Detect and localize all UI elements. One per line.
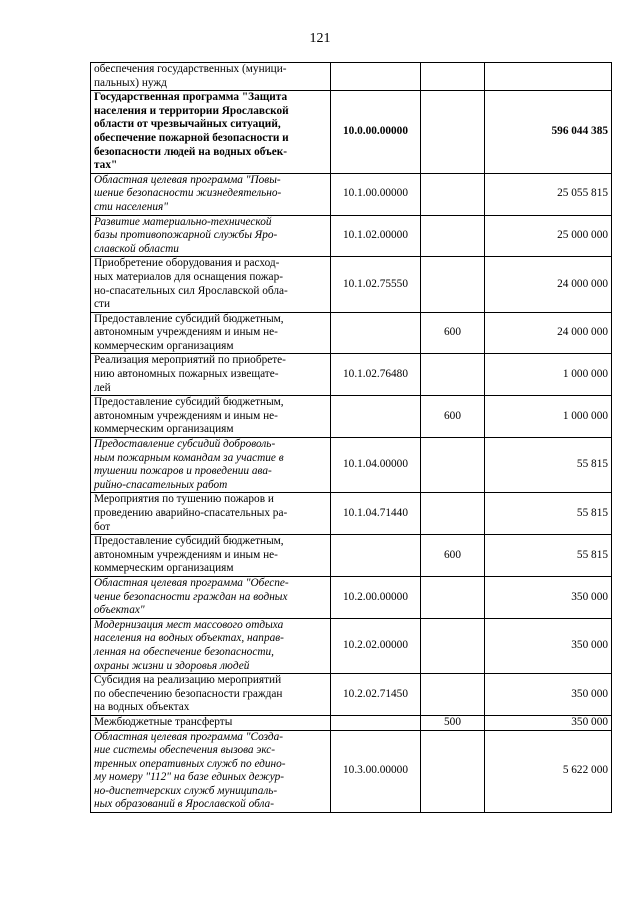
table-row [91,396,612,438]
item-name-line: лей [94,381,111,394]
item-name-line: тах" [94,159,118,172]
expense-type-cell [421,215,485,257]
table-row [91,91,612,174]
amount-cell: 25 000 000 [485,215,612,257]
expense-type-cell: 600 [421,535,485,577]
item-name-line: на водных объектах [94,701,190,714]
item-name-line: но-спасательных сил Ярославской обла- [94,284,288,297]
item-name-line: ных материалов для оснащения пожар- [94,270,283,283]
item-name-line: тренных оперативных служб по едино- [94,757,286,770]
amount-cell: 55 815 [485,535,612,577]
item-name-line: объектах" [94,604,145,617]
expense-type-cell [421,674,485,716]
item-name-line: проведению аварийно-спасательных ра- [94,507,288,519]
table-row [91,312,612,354]
amount-cell: 1 000 000 [485,354,612,396]
item-name-cell [91,312,331,354]
target-article-cell: 10.0.00.00000 [331,91,421,174]
item-name-cell [91,63,331,91]
expense-type-cell [421,63,485,91]
amount-cell: 350 000 [485,715,612,730]
item-name-line: базы противопожарной службы Яро- [94,229,278,242]
item-name-line: рийно-спасательных работ [94,478,228,491]
item-name-cell [91,618,331,673]
item-name-line: обеспечения государственных (муници- [94,63,287,75]
expense-type-cell [421,257,485,312]
item-name-line: Предоставление субсидий бюджетным, [94,535,284,548]
target-article-cell: 10.2.02.71450 [331,674,421,716]
item-name-line: ным пожарным командам за участие в [94,451,284,464]
table-row [91,618,612,673]
item-name-line: коммерческим организациям [94,339,234,352]
item-name-line: сти населения" [94,200,168,213]
item-name-line: коммерческим организациям [94,562,234,575]
amount-cell: 25 055 815 [485,173,612,215]
item-name-cell [91,354,331,396]
table-row [91,438,612,493]
item-name-line: коммерческим организациям [94,423,234,436]
expense-type-cell: 600 [421,312,485,354]
amount-cell: 5 622 000 [485,730,612,813]
item-name-line: обеспечение пожарной безопасности и [94,131,289,144]
item-name-line: сти [94,298,110,311]
item-name-line: ных образований в Ярославской обла- [94,798,274,811]
item-name-line: Областная целевая программа "Повы- [94,173,281,186]
table-row [91,63,612,91]
item-name-line: безопасности людей на водных объек- [94,145,287,158]
expense-type-cell [421,730,485,813]
item-name-line: му номеру "112" на базе единых дежур- [94,771,285,784]
target-article-cell [331,312,421,354]
item-name-cell [91,535,331,577]
budget-table-body [91,63,612,813]
item-name-cell [91,715,331,730]
item-name-line: нию автономных пожарных извещате- [94,368,279,381]
item-name-line: шение безопасности жизнедеятельно- [94,187,282,200]
item-name-cell [91,396,331,438]
table-row [91,535,612,577]
item-name-cell [91,173,331,215]
target-article-cell: 10.1.02.00000 [331,215,421,257]
amount-cell: 350 000 [485,674,612,716]
item-name-line: Субсидия на реализацию мероприятий [94,674,282,687]
table-row [91,576,612,618]
item-name-line: ленная на обеспечение безопасности, [94,645,274,658]
item-name-line: Предоставление субсидий бюджетным, [94,396,284,409]
item-name-cell [91,576,331,618]
table-row [91,493,612,535]
target-article-cell [331,63,421,91]
item-name-cell [91,91,331,174]
target-article-cell: 10.1.04.71440 [331,493,421,535]
item-name-line: автономным учреждениям и иным не- [94,409,278,422]
target-article-cell [331,535,421,577]
amount-cell: 350 000 [485,576,612,618]
table-row [91,715,612,730]
item-name-cell [91,438,331,493]
expense-type-cell [421,618,485,673]
item-name-line: Межбюджетные трансферты [94,715,233,728]
item-name-line: автономным учреждениям и иным не- [94,548,278,561]
target-article-cell: 10.1.02.75550 [331,257,421,312]
amount-cell: 1 000 000 [485,396,612,438]
page-number: 121 [309,31,331,46]
target-article-cell: 10.2.02.00000 [331,618,421,673]
expense-type-cell: 600 [421,396,485,438]
item-name-line: Областная целевая программа "Созда- [94,730,283,743]
amount-cell: 350 000 [485,618,612,673]
expense-type-cell [421,354,485,396]
table-row [91,173,612,215]
item-name-line: Предоставление субсидий бюджетным, [94,312,284,325]
item-name-cell [91,493,331,535]
target-article-cell [331,396,421,438]
target-article-cell: 10.1.04.00000 [331,438,421,493]
item-name-line: чение безопасности граждан на водных [94,590,288,603]
item-name-cell [91,674,331,716]
item-name-line: Реализация мероприятий по приобрете- [94,354,286,367]
expense-type-cell [421,438,485,493]
item-name-line: Областная целевая программа "Обеспе- [94,576,289,589]
amount-cell [485,63,612,91]
target-article-cell: 10.2.00.00000 [331,576,421,618]
target-article-cell: 10.3.00.00000 [331,730,421,813]
item-name-line: Мероприятия по тушению пожаров и [94,493,274,506]
table-row [91,257,612,312]
amount-cell: 55 815 [485,438,612,493]
amount-cell: 55 815 [485,493,612,535]
item-name-line: по обеспечению безопасности граждан [94,687,283,700]
amount-cell: 24 000 000 [485,312,612,354]
target-article-cell: 10.1.02.76480 [331,354,421,396]
target-article-cell: 10.1.00.00000 [331,173,421,215]
expense-type-cell [421,91,485,174]
budget-table [90,62,612,813]
expense-type-cell: 500 [421,715,485,730]
item-name-line: населения и территории Ярославской [94,104,289,117]
table-row [91,354,612,396]
item-name-line: тушении пожаров и проведении ава- [94,465,272,478]
expense-type-cell [421,173,485,215]
item-name-line: Предоставление субсидий доброволь- [94,438,276,451]
item-name-line: Модернизация мест массового отдыха [94,618,284,631]
item-name-line: бот [94,520,111,533]
item-name-line: Приобретение оборудования и расход- [94,257,280,270]
expense-type-cell [421,576,485,618]
table-row [91,730,612,813]
item-name-line: области от чрезвычайных ситуаций, [94,118,281,131]
amount-cell: 596 044 385 [485,91,612,174]
item-name-line: но-диспетчерских служб муниципаль- [94,784,278,797]
item-name-line: автономным учреждениям и иным не- [94,326,278,339]
table-row [91,674,612,716]
table-row [91,215,612,257]
item-name-line: славской области [94,242,179,255]
expense-type-cell [421,493,485,535]
item-name-cell [91,257,331,312]
amount-cell: 24 000 000 [485,257,612,312]
item-name-cell [91,215,331,257]
item-name-line: пальных) нужд [94,76,167,89]
item-name-line: Государственная программа "Защита [94,91,288,104]
item-name-line: охраны жизни и здоровья людей [94,659,250,672]
target-article-cell [331,715,421,730]
item-name-cell [91,730,331,813]
item-name-line: населения на водных объектах, направ- [94,632,284,645]
item-name-line: Развитие материально-технической [94,215,272,228]
item-name-line: ние системы обеспечения вызова экс- [94,744,276,757]
